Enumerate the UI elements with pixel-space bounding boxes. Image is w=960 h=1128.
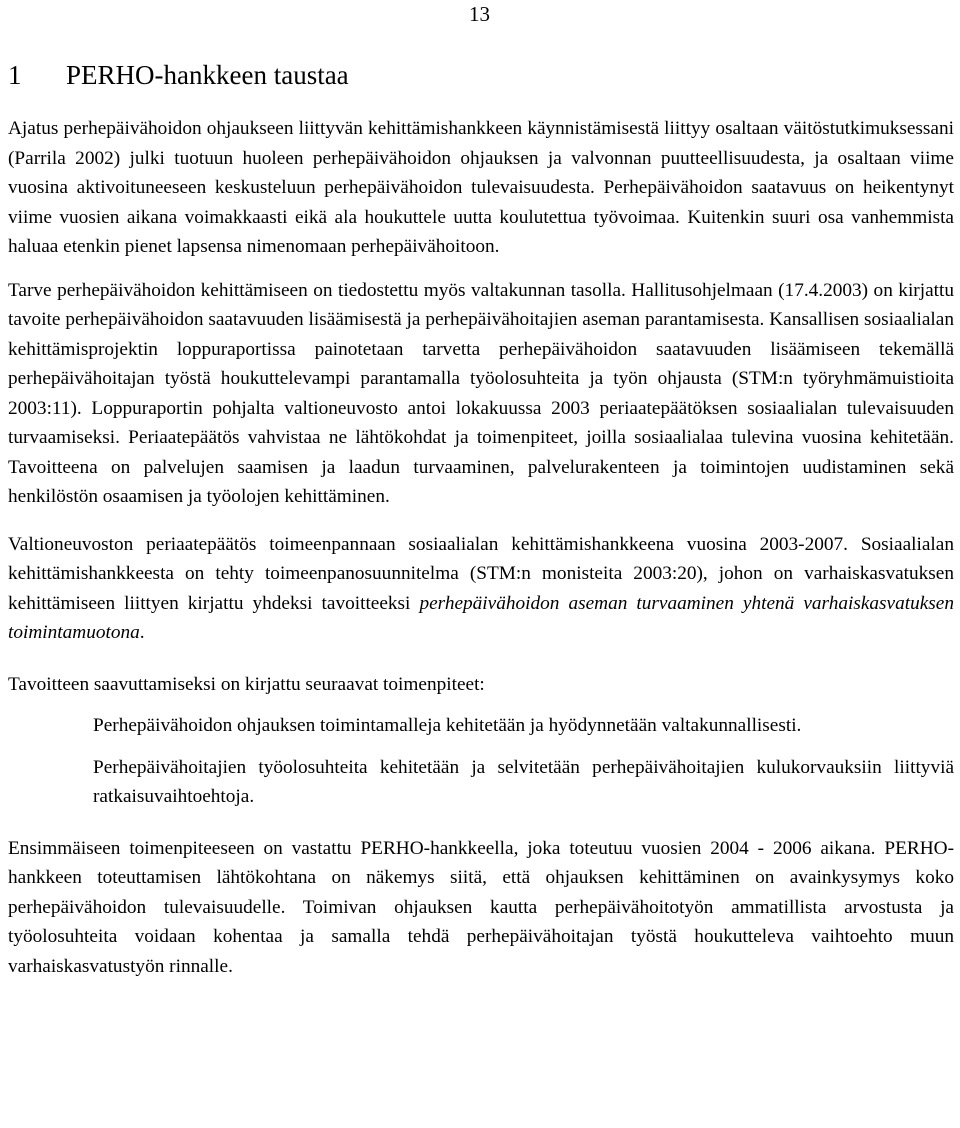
paragraph-background: Ajatus perhepäivähoidon ohjaukseen liittyvän kehittämishankkeen käynnistämisestä liittyy osaltaan väitöstutkimuksessani (Parrila 2002) julki tuotuun huoleen perhepäivähoidon ohjauksen ja valvonnan puutteellisuudesta, ja osaltaan viime vuosina aktivoituneeseen keskusteluun perhepäivähoidon tulevaisuudesta. Perhepäivähoidon saatavuus on heikentynyt viime vuosien aikana voimakkaasti eikä ala houkuttele uutta koulutettua työvoimaa. Kuitenkin suuri osa vanhemmista haluaa etenkin pienet lapsensa nimenomaan perhepäivähoitoon. <box>8 118 954 257</box>
document-body <box>8 114 954 981</box>
paragraph-measures-intro: Tavoitteen saavuttamiseksi on kirjattu seuraavat toimenpiteet: <box>8 673 485 695</box>
paragraph-perho-project: Ensimmäiseen toimenpiteeseen on vastattu PERHO-hankkeella, joka toteutuu vuosien 2004 - 2006 aikana. PERHO-hankkeen toteuttamisen lähtökohtana on näkemys siitä, että ohjauksen kehittäminen on avainkysymys koko perhepäivähoidon tulevaisuudelle. Toimivan ohjauksen kautta perhepäivähoitotyön ammatillista arvostusta ja työolosuhteita voidaan kohentaa ja samalla tehdä perhepäivähoitajan työstä houkutteleva vaihtoehto muun varhaiskasvatustyön rinnalle. <box>8 837 954 977</box>
paragraph-national-need: Tarve perhepäivähoidon kehittämiseen on tiedostettu myös valtakunnan tasolla. Hallitusohjelmaan (17.4.2003) on kirjattu tavoite perhepäivähoidon saatavuuden lisäämisestä ja perhepäivähoitajien aseman parantamisesta. Kansallisen sosiaalialan kehittämisprojektin loppuraportissa painotetaan tarvetta perhepäivähoidon saatavuuden lisäämiseen tekemällä perhepäivähoitajan työstä houkuttelevampi parantamalla työolosuhteita ja työn ohjausta (STM:n työryhmämuistioita 2003:11). Loppuraportin pohjalta valtioneuvosto antoi lokakuussa 2003 periaatepäätöksen sosiaalialan tulevaisuuden turvaamiseksi. Periaatepäätös vahvistaa ne lähtökohdat ja toimenpiteet, joilla sosiaalialaa tulevina vuosina kehitetään. Tavoitteena on palvelujen saamisen ja laadun turvaaminen, palvelurakenteen ja toimintojen uudistaminen sekä henkilöstön osaamisen ja työolojen kehittäminen. <box>8 279 954 507</box>
paragraph-government-decision <box>8 530 954 648</box>
page-number: 13 <box>469 2 490 26</box>
emphasized-goal: perhepäivähoidon aseman turvaaminen yhtenä varhaiskasvatuksen toimintamuotona <box>8 592 954 643</box>
paragraph-text-end: . <box>139 622 145 643</box>
list-item: Perhepäivähoidon ohjauksen toimintamalleja kehitetään ja hyödynnetään valtakunnallisesti. <box>93 715 802 736</box>
chapter-heading <box>8 58 349 92</box>
chapter-number: 1 <box>8 60 22 90</box>
chapter-title: PERHO-hankkeen taustaa <box>66 60 349 90</box>
list-item: Perhepäivähoitajien työolosuhteita kehitetään ja selvitetään perhepäivähoitajien kulukorvauksiin liittyviä ratkaisuvaihtoehtoja. <box>93 756 954 807</box>
paragraph-text: Valtioneuvoston periaatepäätös toimeenpannaan sosiaalialan kehittämishankkeena vuosina 2003-2007. Sosiaalialan kehittämishankkeesta on tehty toimeenpanosuunnitelma (STM:n monisteita 2003:20), johon on varhaiskasvatuksen kehittämiseen liittyen kirjattu yhdeksi tavoitteeksi <box>8 533 954 614</box>
